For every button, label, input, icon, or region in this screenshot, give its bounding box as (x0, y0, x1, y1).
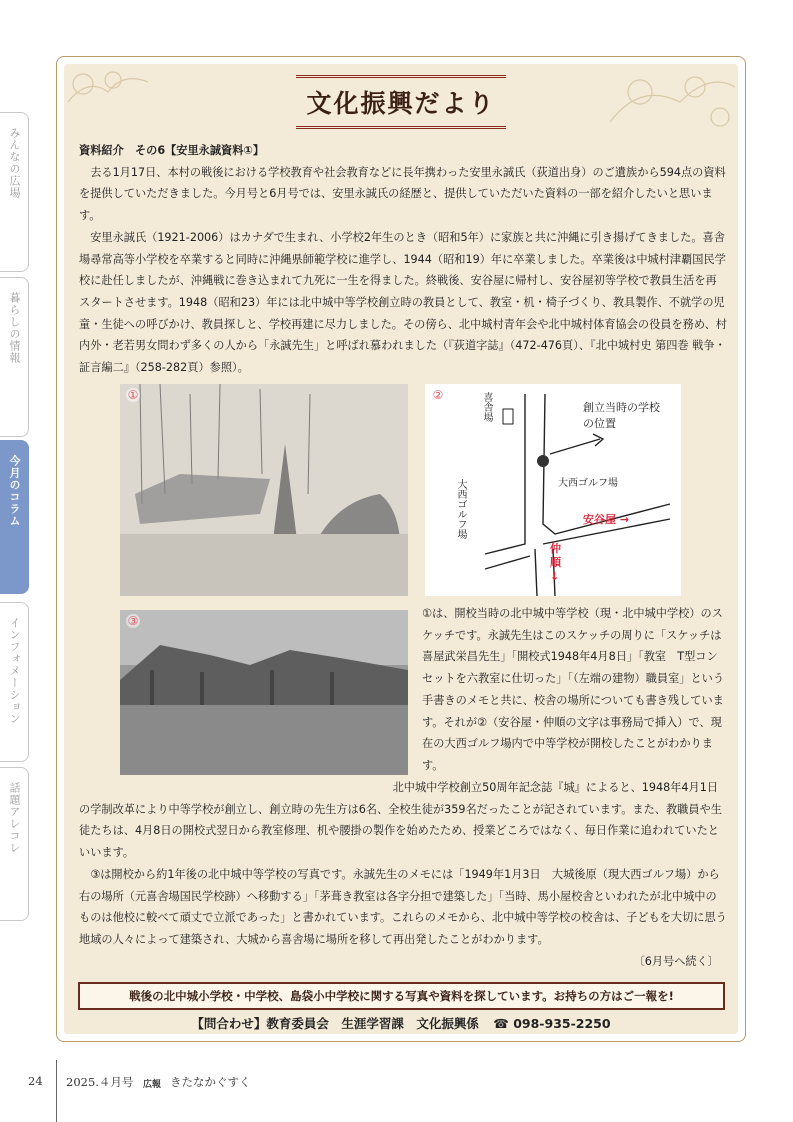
tab-kurashi-no-joho[interactable] (0, 277, 29, 437)
article-top-text (79, 140, 727, 379)
tab-minna-no-hiroba[interactable] (0, 112, 29, 272)
image-number-label: ① (127, 388, 139, 402)
school-location-map (425, 384, 681, 596)
pine-decoration-icon (600, 62, 740, 142)
map-label-golf-horizontal: 大西ゴルフ場 (558, 478, 618, 489)
school-sketch-image (120, 384, 408, 596)
map-label-golf-vertical: 大西ゴルフ場 (455, 479, 466, 539)
map-label-school-site: 創立当時の学校の位置 (583, 401, 660, 430)
continued-note: 〔6月号へ続く〕 (633, 954, 719, 968)
map-label-adaniya-text: 安谷屋 (583, 513, 616, 526)
map-label-chunjun-text: 仲順 (550, 542, 561, 569)
image-number-label: ② (432, 388, 444, 402)
map-label-chunjun: 仲順 ↓ (550, 542, 561, 583)
image-number-label: ③ (127, 614, 139, 628)
map-label-adaniya: 安谷屋 → (583, 513, 630, 526)
map-label-kishaba: 喜舎場 (481, 392, 492, 422)
contact-label: 【問合わせ】教育委員会 生涯学習課 文化振興係 (191, 1016, 479, 1031)
issue-label: 2025.４月号 (66, 1075, 134, 1089)
article-paragraph: 安里永誠氏（1921-2006）はカナダで生まれ、小学校2年生のとき（昭和5年）に家族と共に沖縄に引き揚げてきました。喜舎場尋常高等小学校を卒業すると同時に沖縄県師範学校に進学し、1944（昭和19）年に卒業しました。卒業後は中城村津覇国民学校に赴任しましたが、沖縄戦に巻き込まれて九死に一生を得ました。終戦後、安谷屋に帰村し、安谷屋初等学校で教員生活を再スタートさせます。1948（昭和23）年には北中城中等学校創立時の教員として、教室・机・椅子づくり、教具製作、不就学の児童・生徒への呼びかけ、教員探しと、学校再建に尽力しました。その傍ら、北中城村青年会や北中城村体育協会の役員を務め、村内外・老若男女問わず多くの人から「永誠先生」と呼ばれ慕われました（『荻道字誌』（472-476頁）、『北中城村史 第四巻 戦争・証言編二』（258-282頁）参照）。 (79, 230, 727, 375)
page-number: 24 (28, 1074, 43, 1088)
image-caption (422, 603, 726, 777)
contact-phone[interactable]: 098-935-2250 (513, 1016, 611, 1031)
publication-name: きたなかぐすく (170, 1075, 251, 1089)
footer-divider (56, 1060, 57, 1122)
column-title: 文化振興だより (306, 89, 496, 118)
tab-wadai-arekore[interactable] (0, 767, 29, 921)
contact-line (56, 1014, 746, 1032)
request-banner (78, 982, 725, 1010)
caption-paragraph: ①は、開校当時の北中城中等学校（現・北中城中学校）のスケッチです。永誠先生はこのスケッチの周りに「スケッチは喜屋武栄昌先生」「開校式1948年4月8日」「教室 T型コンセットを六教室に仕切った」「（左端の建物）職員室」という手書きのメモと共に、校舎の場所についても書き残しています。それが②（安谷屋・仲順の文字は事務局で挿入）で、現在の大西ゴルフ場内で中等学校が開校したことがわかります。 (422, 607, 725, 772)
tab-label: 話題アレコレ (8, 782, 21, 854)
tab-label: 今月のコラム (8, 455, 21, 527)
tab-information[interactable] (0, 602, 29, 762)
article-paragraph: ③は開校から約1年後の北中城中等学校の写真です。永誠先生のメモには「1949年1月3日 大城後原（現大西ゴルフ場）から右の場所（元喜舎場国民学校跡）へ移動する」「茅葺き教室は各字分担で建築した」「当時、馬小屋校舎といわれたが北中城中のものは他校に較べて頑丈で立派であった」と書かれています。これらのメモから、北中城中等学校の校舎は、子どもを大切に思う地域の人々によって建築され、大城から喜舎場に場所を移して再出発したことがわかります。 (79, 867, 727, 946)
article-bottom-text (79, 777, 727, 972)
thatched-school-photo (120, 610, 408, 775)
tab-label: みんなの広場 (8, 127, 21, 199)
tab-kongetsu-no-column[interactable] (0, 440, 29, 594)
tab-label: 暮らしの情報 (8, 292, 21, 364)
phone-icon: ☎ (493, 1016, 509, 1031)
article-paragraph: 去る1月17日、本村の戦後における学校教育や社会教育などに長年携わった安里永誠氏（荻道出身）のご遺族から594点の資料を提供していただきました。今月号と6月号では、安里永誠氏の経歴と、提供していただいた資料の一部を紹介したいと思います。 (79, 165, 726, 223)
tab-label: インフォメーション (8, 617, 21, 725)
pine-decoration-icon (63, 62, 153, 122)
article-paragraph: 北中城中学校創立50周年記念誌『城』によると、1948年4月1日の学制改革により中等学校が創立し、創立時の先生方は6名、全校生徒が359名だったことが記されています。また、教職員や生徒たちは、4月8日の開校式翌日から教室修理、机や腰掛の製作を始めたため、授業どころではなく、毎日作業に追われていたといいます。 (79, 781, 722, 860)
article-heading: 資料紹介 その6【安里永誠資料①】 (79, 144, 265, 157)
request-banner-text: 戦後の北中城小学校・中学校、島袋小中学校に関する写真や資料を探しています。お持ちの方はご一報を! (129, 989, 674, 1003)
column-title-frame (296, 75, 506, 129)
publication-kind: 広報 (143, 1080, 162, 1090)
